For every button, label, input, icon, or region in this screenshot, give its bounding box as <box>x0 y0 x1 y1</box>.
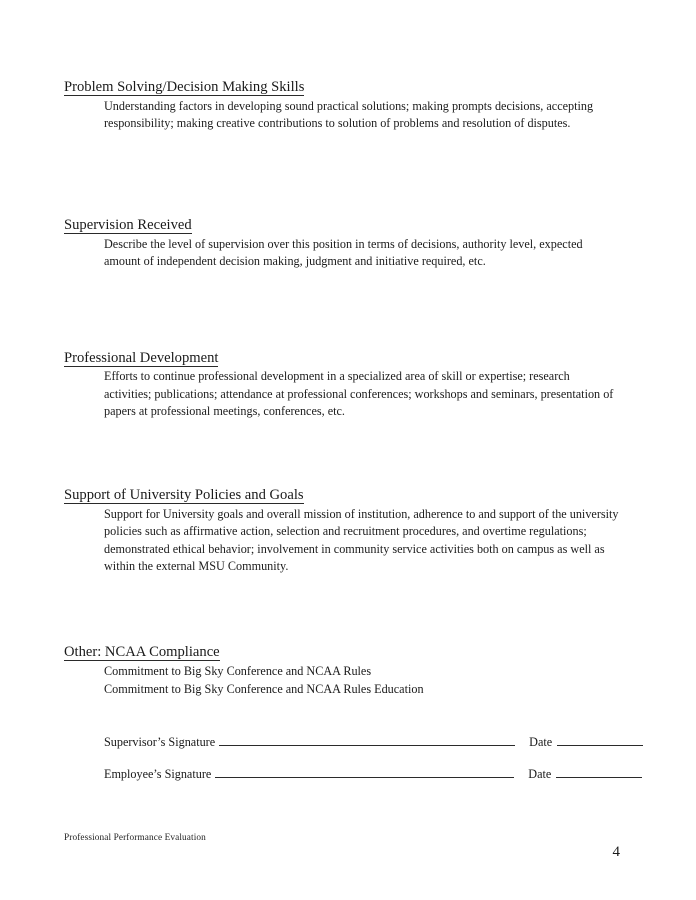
response-space-3 <box>64 420 620 486</box>
section-heading <box>64 216 620 235</box>
supervisor-date-field[interactable] <box>557 734 643 746</box>
supervisor-signature-row <box>104 734 624 750</box>
ncaa-line-2: Commitment to Big Sky Conference and NCAA Rules Education <box>104 681 424 696</box>
response-space-2 <box>64 271 620 349</box>
section-heading-text: Support of University Policies and Goals <box>64 487 304 504</box>
section-heading-text: Other: NCAA Compliance <box>64 644 220 661</box>
section-body <box>64 98 620 133</box>
section-body-text: Support for University goals and overall mission of institution, adherence to and support of the university policies such as affirmative action, selection and recruitment procedures, and overtime regulations; demonstrated ethical behavior; involvement in community service activities both on campus as well as within the external MSU Community. <box>104 506 619 573</box>
page-number: 4 <box>612 844 620 860</box>
document-content <box>64 78 620 698</box>
section-body <box>64 506 620 575</box>
employee-signature-field[interactable] <box>215 766 514 778</box>
employee-signature-row <box>104 766 624 782</box>
section-body-text: Describe the level of supervision over this position in terms of decisions, authority level, expected amount of independent decision making, judgment and initiative required, etc. <box>104 237 583 269</box>
section-heading <box>64 78 620 97</box>
supervisor-signature-label: Supervisor’s Signature <box>104 735 216 749</box>
ncaa-line-1: Commitment to Big Sky Conference and NCAA Rules <box>104 663 372 678</box>
signature-block <box>104 734 624 798</box>
section-body <box>64 236 620 271</box>
section-body-text: Efforts to continue professional development in a specialized area of skill or expertise; research activities; publications; attendance at professional conferences; workshops and seminars, presentation of papers at professional meetings, conferences, etc. <box>104 369 614 418</box>
response-space-1 <box>64 132 620 216</box>
section-heading-text: Supervision Received <box>64 217 192 234</box>
section-heading-text: Problem Solving/Decision Making Skills <box>64 79 305 95</box>
section-heading <box>64 643 620 662</box>
footer-document-title: Professional Performance Evaluation <box>64 833 206 843</box>
supervisor-date-label: Date <box>529 735 553 749</box>
response-space-4 <box>64 575 620 643</box>
section-other-ncaa-compliance <box>64 643 620 698</box>
supervisor-signature-field[interactable] <box>219 734 515 746</box>
employee-date-label: Date <box>528 767 552 781</box>
section-heading <box>64 349 620 368</box>
section-support-university-policies <box>64 486 620 575</box>
section-problem-solving <box>64 78 620 132</box>
section-supervision-received <box>64 216 620 270</box>
employee-signature-label: Employee’s Signature <box>104 767 212 781</box>
section-heading-text: Professional Development <box>64 349 219 366</box>
section-body <box>64 368 620 420</box>
section-professional-development <box>64 349 620 421</box>
section-heading <box>64 486 620 505</box>
section-body-text: Understanding factors in developing sound practical solutions; making prompts decisions, accepting responsibility; making creative contributions to solution of problems and resolution of disputes. <box>104 98 594 130</box>
employee-date-field[interactable] <box>556 766 642 778</box>
